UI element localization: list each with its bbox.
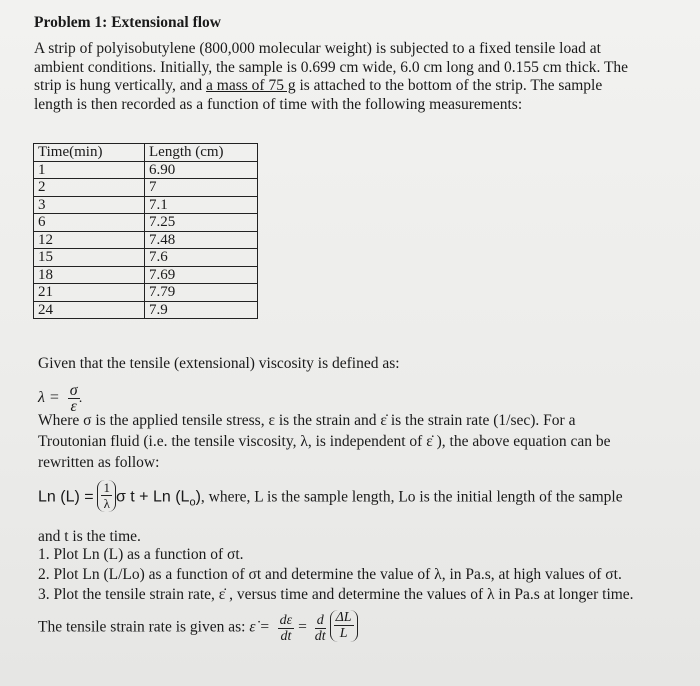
length-cell: 7 [145,179,258,197]
header-time: Time(min) [34,144,145,162]
intro-line [34,77,674,96]
time-cell: 15 [34,249,145,267]
eq-close: ) [195,488,201,506]
fraction-denominator: L [339,626,348,641]
time-cell: 24 [34,301,145,319]
table-row [34,266,258,284]
measurement-table [33,143,258,319]
task-list [38,545,634,605]
fraction-numerator: ΔL [335,610,352,625]
task-item: 2. Plot Ln (L/Lo) as a function of σt and determine the value of λ, in Pa.s, at high values of σt. [38,566,622,583]
fraction-numerator: 1 [103,480,110,495]
table-row [34,249,258,267]
problem-title: Problem 1: Extensional flow [34,14,221,31]
length-cell: 7.9 [145,301,258,319]
fraction-denominator: dt [314,628,326,644]
rate-lhs: ε̇ = [249,618,270,636]
length-cell: 7.48 [145,231,258,249]
table-row [34,214,258,232]
table-row [34,231,258,249]
fraction-numerator: d [316,612,324,628]
table-row [34,284,258,302]
length-cell: 7.6 [145,249,258,267]
eq-paren [97,480,116,512]
length-cell: 6.90 [145,161,258,179]
table-row [34,161,258,179]
time-cell: 6 [34,214,145,232]
intro-line: ambient conditions. Initially, the sample is 0.699 cm wide, 6.0 cm long and 0.155 cm thick. The [34,58,629,76]
length-cell: 7.69 [145,266,258,284]
fraction-numerator: dε [279,612,293,628]
where-paragraph [38,410,678,473]
table-row [34,301,258,319]
length-cell: 7.1 [145,196,258,214]
ln-equation [38,482,688,514]
rate-fraction-1 [278,613,295,644]
intro-line: length is then recorded as a function of time with the following measurements: [34,95,523,113]
fraction-denominator: ε̇ [70,398,77,415]
where-line: Troutonian fluid (i.e. the tensile viscosity, λ, is independent of ε̇ ), the above equation can be [38,433,611,450]
strain-rate-equation [38,612,358,644]
where-line: Where σ is the applied tensile stress, ε is the strain and ε̇ is the strain rate (1/sec). For a [38,412,576,429]
time-cell: 1 [34,161,145,179]
time-cell: 2 [34,179,145,197]
rate-paren [330,610,358,642]
intro-text: is attached to the bottom of the strip. The sample [295,77,603,94]
time-cell: 21 [34,284,145,302]
task-item: 3. Plot the tensile strain rate, ε̇ , versus time and determine the values of λ in Pa.s at longer time. [38,586,634,603]
eq-lhs: Ln (L) = [38,488,94,506]
rate-fraction-3 [334,610,354,641]
fraction-denominator: dt [280,628,292,644]
task-item: 1. Plot Ln (L) as a function of σt. [38,546,244,563]
eq-rhs: σ t + Ln (L [115,488,190,506]
table-row [34,196,258,214]
header-length: Length (cm) [145,144,258,162]
length-cell: 7.25 [145,214,258,232]
where-line: rewritten as follow: [38,454,160,471]
intro-paragraph [34,40,674,114]
rate-text: The tensile strain rate is given as: [38,618,246,636]
time-cell: 18 [34,266,145,284]
eq-tail: , where, L is the sample length, Lo is the initial length of the sample [200,488,623,506]
fraction-numerator: σ [69,382,78,399]
eq-subscript: o [189,496,196,509]
rate-fraction-2 [315,613,326,644]
eq-fraction [101,480,112,511]
lambda-lhs: λ = [38,389,60,407]
mass-underlined: a mass of 75 g [206,77,296,94]
intro-text: strip is hung vertically, and [34,77,207,94]
intro-line: A strip of polyisobutylene (800,000 molecular weight) is subjected to a fixed tensile load at [34,40,601,57]
fraction-denominator: λ [103,496,110,511]
table-row [34,179,258,197]
time-cell: 3 [34,196,145,214]
time-cell: 12 [34,231,145,249]
table-header-row [34,144,258,162]
time-note: and t is the time. [38,528,141,545]
length-cell: 7.79 [145,284,258,302]
rate-equals: = [298,618,307,636]
given-text: Given that the tensile (extensional) viscosity is defined as: [38,355,400,372]
